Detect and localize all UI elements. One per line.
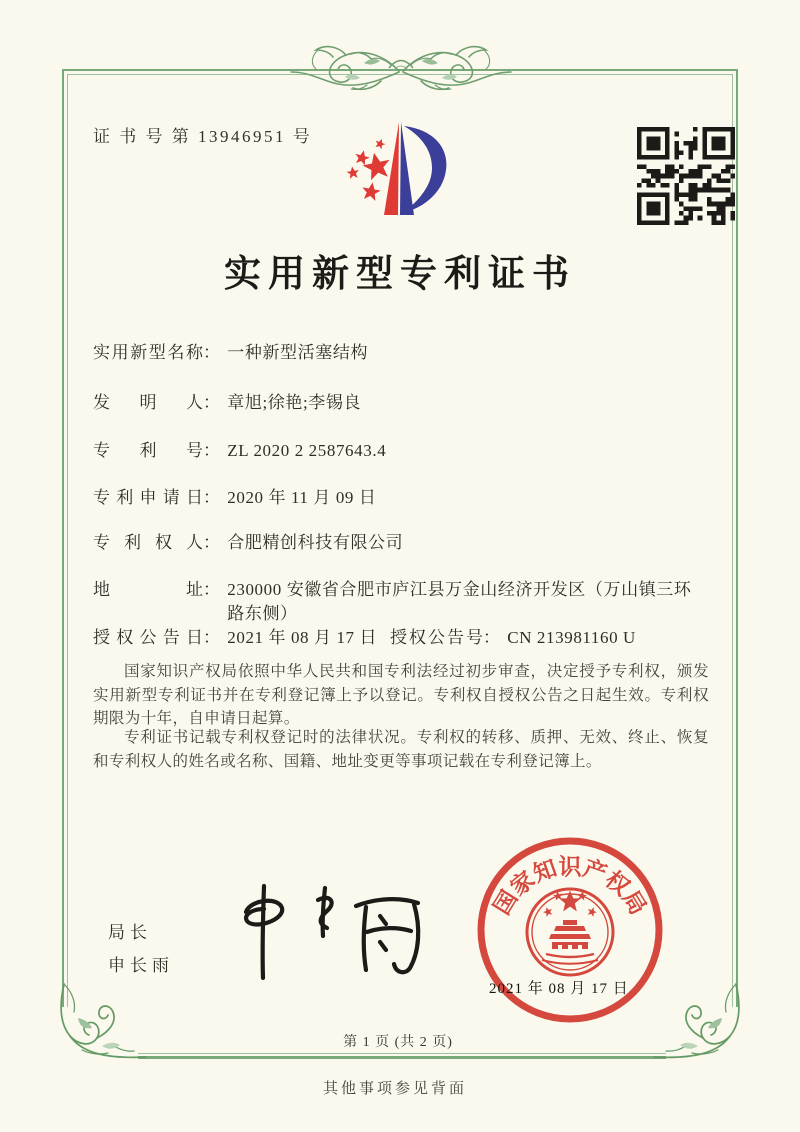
field-value-patent-number: ZL 2020 2 2587643.4 [227,441,387,460]
field-label: 专利申请日 [93,488,203,507]
certificate-title: 实用新型专利证书 [224,254,576,295]
field-label: 专利号 [93,441,203,460]
field-colon: ： [203,441,220,460]
field-label: 专利权人 [93,533,203,552]
bottom-border-line [138,1053,666,1054]
legal-paragraph-1: 国家知识产权局依照中华人民共和国专利法经过初步审查，决定授予专利权，颁发实用新型专利证书并在专利登记簿上予以登记。专利权自授权公告之日起生效。专利权期限为十年，自申请日起算。 [93,663,709,727]
field-row-name [93,341,368,365]
field-colon: ： [203,488,220,507]
field-label: 授权公告日 [93,628,203,647]
field-row-grant [93,626,636,650]
field-colon: ： [203,343,220,362]
field-value-filing-date: 2020 年 11 月 09 日 [227,488,377,507]
field-value-grant-number: CN 213981160 U [507,628,636,647]
field-label: 发明人 [93,393,203,412]
qr-code [637,127,735,225]
cnipa-official-seal-icon [472,832,668,1028]
field-value-patentee: 合肥精创科技有限公司 [227,533,404,552]
seal-text: 国家知识产权局 [489,854,651,920]
director-signature-icon [230,876,435,986]
legal-paragraph-2: 专利证书记载专利权登记时的法律状况。专利权的转移、质押、无效、终止、恢复和专利权人的姓名或名称、国籍、地址变更等事项记载在专利登记簿上。 [93,729,709,770]
field-label: 授权公告号 [390,628,483,647]
field-colon: ： [203,628,220,647]
director-name: 申长雨 [108,956,174,975]
field-value-inventors: 章旭;徐艳;李锡良 [227,393,362,412]
grant-number-pair [390,626,636,650]
national-emblem-icon [527,889,613,975]
bottom-border-line [138,1056,666,1059]
back-side-note: 其他事项参见背面 [322,1081,467,1097]
field-row-patent-number [93,439,386,463]
certificate-number: 证 书 号 第 13946951 号 [93,127,313,146]
field-colon: ： [203,533,220,552]
field-colon: ： [203,393,220,412]
field-colon: ： [203,580,220,599]
field-row-patentee [93,531,403,555]
director-title: 局长 [108,923,152,942]
seal-date: 2021 年 08 月 17 日 [489,981,629,997]
field-label: 地址 [93,580,203,599]
top-flourish-ornament-icon [281,41,521,97]
bottom-left-flourish-ornament-icon [52,980,148,1066]
cnipa-logo-icon [333,110,468,234]
field-label: 实用新型名称 [93,343,203,362]
field-row-filing-date [93,486,376,510]
field-row-inventors [93,391,361,415]
field-value-grant-date: 2021 年 08 月 17 日 [227,628,378,647]
field-row-address [93,578,697,626]
field-value-address: 230000 安徽省合肥市庐江县万金山经济开发区（万山镇三环路东侧） [227,580,692,623]
page-number: 第 1 页 (共 2 页) [343,1035,453,1050]
field-value-invention-name: 一种新型活塞结构 [227,343,369,362]
field-colon: ： [483,628,500,647]
